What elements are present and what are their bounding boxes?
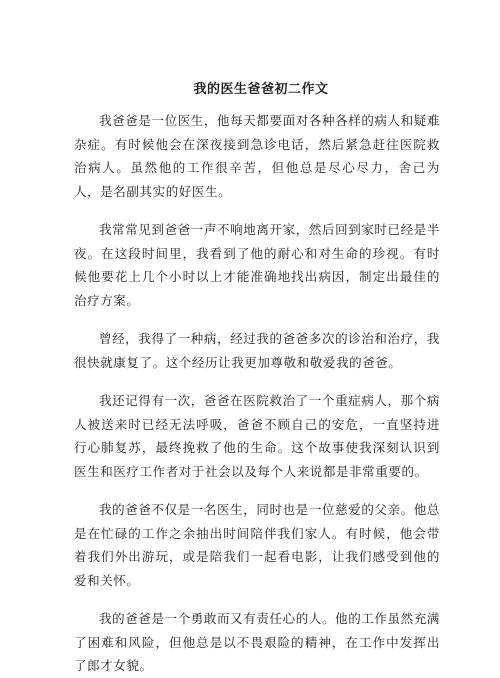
document-title: 我的医生爸爸初二作文 <box>193 82 329 97</box>
paragraph-5: 我的爸爸不仅是一名医生，同时也是一位慈爱的父亲。他总是在忙碌的工作之余抽出时间陪伴我们家人。有时候，他会带着我们外出游玩，或是陪我们一起看电影，让我们感受到他的爱和关怀。 <box>74 502 440 588</box>
paragraph-2: 我常常见到爸爸一声不响地离开家，然后回到家时已经是半夜。在这段时间里，我看到了他的耐心和对生命的珍视。有时候他要花上几个小时以上才能准确地找出病因，制定出最佳的治疗方案。 <box>74 222 440 308</box>
paragraph-1: 我爸爸是一位医生，他每天都要面对各种各样的病人和疑难杂症。有时候他会在深夜接到急诊电话，然后紧急赶往医院救治病人。虽然他的工作很辛苦，但他总是尽心尽力，舍己为人，是名副其实的好医生。 <box>74 113 440 199</box>
paragraph-6: 我的爸爸是一个勇敢而又有责任心的人。他的工作虽然充满了困难和风险，但他总是以不畏艰险的精神，在工作中发挥出了郎才女貌。 <box>74 611 440 673</box>
paragraph-4: 我还记得有一次，爸爸在医院救治了一个重症病人，那个病人被送来时已经无法呼吸，爸爸不顾自己的安危，一直坚持进行心肺复苏，最终挽救了他的生命。这个故事使我深刻认识到医生和医疗工作者对于社会以及每个人来说都是非常重要的。 <box>74 393 440 479</box>
paragraph-3: 曾经，我得了一种病，经过我的爸爸多次的诊治和治疗，我很快就康复了。这个经历让我更加尊敬和敬爱我的爸爸。 <box>74 331 440 370</box>
